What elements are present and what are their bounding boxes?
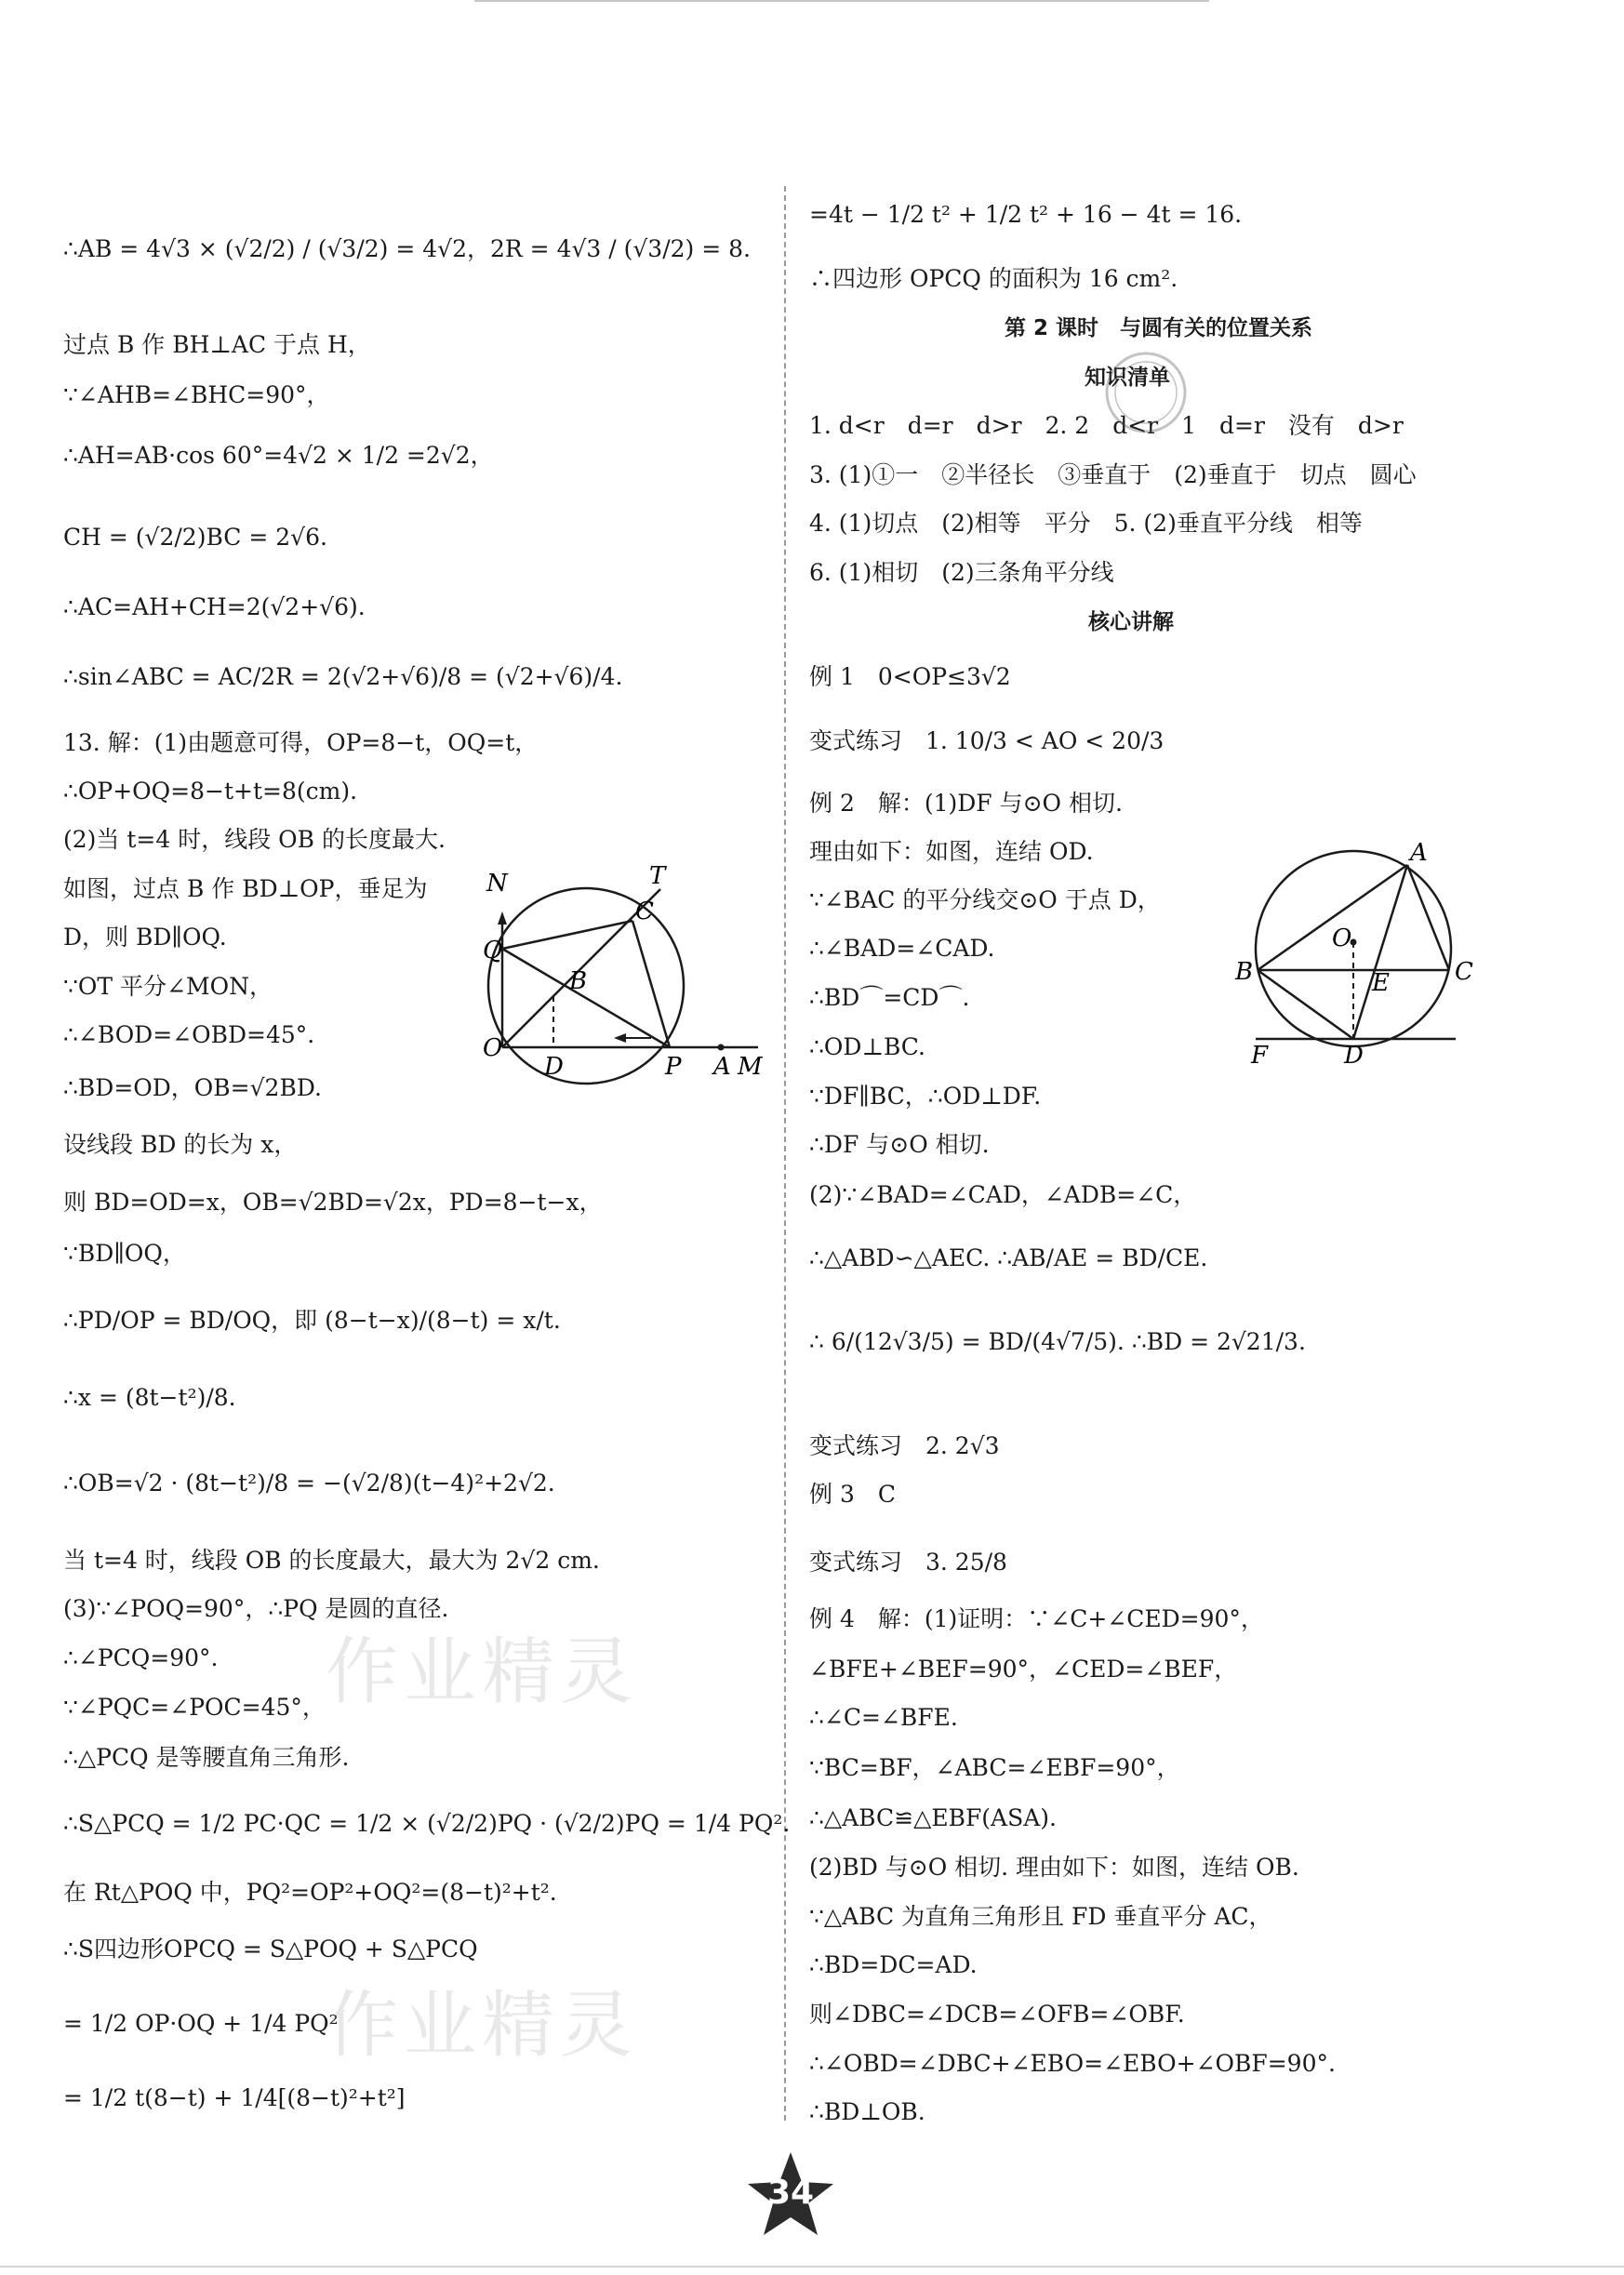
left-line-27: ∴S△PCQ = 1/2 PC·QC = 1/2 × (√2/2)PQ · (√2/2)PQ = 1/4 PQ². (63, 1810, 791, 1837)
left-line-13: ∵OT 平分∠MON， (63, 973, 273, 1000)
right-top-line-1: =4t − 1/2 t² + 1/2 t² + 16 − 4t = 16. (809, 201, 1243, 228)
core-line-25: 则∠DBC=∠DCB=∠OFB=∠OBF. (809, 2001, 1185, 2028)
left-line-5: CH = (√2/2)BC = 2√6. (63, 524, 327, 551)
label-B-right: B (1235, 958, 1254, 986)
left-line-15: ∴BD=OD，OB=√2BD. (63, 1074, 322, 1101)
left-line-18: ∵BD∥OQ， (63, 1240, 186, 1267)
bottom-rule (0, 2266, 1624, 2268)
left-line-1: ∴AB = 4√3 × (√2/2) / (√3/2) = 4√2，2R = 4√3 / (√3/2) = 8. (63, 235, 751, 262)
core-line-11: (2)∵∠BAD=∠CAD，∠ADB=∠C， (809, 1181, 1197, 1208)
left-line-4: ∴AH=AB·cos 60°=4√2 × 1/2 =2√2， (63, 442, 494, 469)
left-line-17: 则 BD=OD=x，OB=√2BD=√2x，PD=8−t−x， (63, 1189, 603, 1216)
label-P: P (665, 1053, 682, 1081)
left-line-6: ∴AC=AH+CH=2(√2+√6). (63, 593, 366, 620)
left-line-25: ∵∠PQC=∠POC=45°， (63, 1694, 326, 1721)
core-line-10: ∴DF 与⊙O 相切. (809, 1131, 990, 1158)
core-line-21: ∴△ABC≌△EBF(ASA). (809, 1804, 1057, 1831)
knowledge-line-2: 3. (1)①一 ②半径长 ③垂直于 (2)垂直于 切点 圆心 (809, 461, 1417, 488)
core-line-9: ∵DF∥BC，∴OD⊥DF. (809, 1083, 1042, 1110)
core-line-17: 例 4 解：(1)证明：∵∠C+∠CED=90°， (809, 1605, 1264, 1632)
label-A: A (713, 1053, 731, 1081)
label-D-right: D (1344, 1042, 1364, 1070)
knowledge-line-4: 6. (1)相切 (2)三条角平分线 (809, 559, 1114, 586)
left-line-8: 13. 解：(1)由题意可得，OP=8−t，OQ=t， (63, 729, 539, 756)
left-line-30: = 1/2 OP·OQ + 1/4 PQ² (63, 2010, 339, 2037)
label-O: O (483, 1034, 503, 1062)
circle-figure-left (479, 865, 777, 1107)
label-B: B (569, 967, 588, 995)
core-line-20: ∵BC=BF，∠ABC=∠EBF=90°， (809, 1754, 1180, 1781)
left-line-26: ∴△PCQ 是等腰直角三角形. (63, 1744, 350, 1771)
section-core: 核心讲解 (1088, 610, 1174, 634)
core-line-18: ∠BFE+∠BEF=90°，∠CED=∠BEF， (809, 1656, 1238, 1683)
left-line-22: 当 t=4 时，线段 OB 的长度最大，最大为 2√2 cm. (63, 1547, 600, 1574)
lesson-title: 第 2 课时 与圆有关的位置关系 (1005, 316, 1313, 340)
left-line-16: 设线段 BD 的长为 x， (63, 1131, 298, 1158)
core-line-6: ∴∠BAD=∠CAD. (809, 935, 995, 962)
label-Q: Q (483, 937, 503, 965)
core-line-8: ∴OD⊥BC. (809, 1033, 925, 1060)
left-line-31: = 1/2 t(8−t) + 1/4[(8−t)²+t²] (63, 2084, 406, 2111)
label-N: N (486, 870, 508, 898)
circle-figure-right (1228, 832, 1479, 1074)
core-line-1: 例 1 0<OP≤3√2 (809, 663, 1011, 690)
core-line-26: ∴∠OBD=∠DBC+∠EBO=∠EBO+∠OBF=90°. (809, 2050, 1336, 2077)
core-line-4: 理由如下：如图，连结 OD. (809, 838, 1094, 865)
left-line-11: 如图，过点 B 作 BD⊥OP，垂足为 (63, 875, 428, 902)
core-line-22: (2)BD 与⊙O 相切. 理由如下：如图，连结 OB. (809, 1854, 1299, 1881)
core-line-7: ∴BD⌒=CD⌒. (809, 984, 970, 1011)
core-line-5: ∵∠BAC 的平分线交⊙O 于点 D， (809, 886, 1161, 913)
left-line-24: ∴∠PCQ=90°. (63, 1644, 219, 1671)
core-line-16: 变式练习 3. 25/8 (809, 1549, 1007, 1576)
right-top-line-2: ∴四边形 OPCQ 的面积为 16 cm². (809, 265, 1178, 292)
left-line-10: (2)当 t=4 时，线段 OB 的长度最大. (63, 826, 446, 853)
left-line-3: ∵∠AHB=∠BHC=90°， (63, 381, 330, 408)
watermark-1: 作业精灵 (326, 1630, 639, 1714)
page-number: 34 (766, 2174, 815, 2212)
left-line-29: ∴S四边形OPCQ = S△POQ + S△PCQ (63, 1936, 478, 1962)
left-line-21: ∴OB=√2 · (8t−t²)/8 = −(√2/8)(t−4)²+2√2. (63, 1470, 555, 1497)
left-line-23: (3)∵∠POQ=90°，∴PQ 是圆的直径. (63, 1595, 449, 1622)
core-line-23: ∵△ABC 为直角三角形且 FD 垂直平分 AC， (809, 1903, 1272, 1930)
label-C-right: C (1455, 958, 1473, 986)
label-A-right: A (1410, 839, 1428, 867)
core-line-2: 变式练习 1. 10/3 < AO < 20/3 (809, 727, 1165, 754)
label-E-right: E (1372, 969, 1390, 997)
left-line-2: 过点 B 作 BH⊥AC 于点 H， (63, 331, 371, 358)
knowledge-line-3: 4. (1)切点 (2)相等 平分 5. (2)垂直平分线 相等 (809, 510, 1363, 537)
label-F-right: F (1251, 1042, 1269, 1070)
label-O-right: O (1332, 925, 1352, 952)
core-line-12: ∴△ABD∽△AEC. ∴AB/AE = BD/CE. (809, 1244, 1208, 1271)
watermark-2: 作业精灵 (326, 1984, 639, 2068)
core-line-27: ∴BD⊥OB. (809, 2098, 925, 2125)
left-line-28: 在 Rt△POQ 中，PQ²=OP²+OQ²=(8−t)²+t². (63, 1879, 557, 1906)
left-line-20: ∴x = (8t−t²)/8. (63, 1384, 236, 1411)
label-M: M (738, 1053, 763, 1081)
knowledge-line-1: 1. d<r d=r d>r 2. 2 d<r 1 d=r 没有 d>r (809, 412, 1404, 439)
label-D: D (544, 1053, 564, 1081)
core-line-14: 变式练习 2. 2√3 (809, 1432, 1000, 1459)
section-knowledge: 知识清单 (1085, 366, 1170, 390)
core-line-19: ∴∠C=∠BFE. (809, 1704, 958, 1731)
core-line-15: 例 3 C (809, 1481, 896, 1508)
left-line-12: D，则 BD∥OQ. (63, 924, 227, 951)
label-T: T (649, 865, 666, 890)
core-line-13: ∴ 6/(12√3/5) = BD/(4√7/5). ∴BD = 2√21/3. (809, 1328, 1306, 1355)
left-line-9: ∴OP+OQ=8−t+t=8(cm). (63, 778, 358, 805)
left-line-7: ∴sin∠ABC = AC/2R = 2(√2+√6)/8 = (√2+√6)/4. (63, 663, 623, 690)
core-line-24: ∴BD=DC=AD. (809, 1951, 978, 1978)
stamp-logo (1102, 349, 1191, 437)
core-line-3: 例 2 解：(1)DF 与⊙O 相切. (809, 790, 1123, 817)
left-line-19: ∴PD/OP = BD/OQ，即 (8−t−x)/(8−t) = x/t. (63, 1307, 561, 1334)
left-line-14: ∴∠BOD=∠OBD=45°. (63, 1021, 315, 1048)
label-C: C (635, 898, 654, 925)
